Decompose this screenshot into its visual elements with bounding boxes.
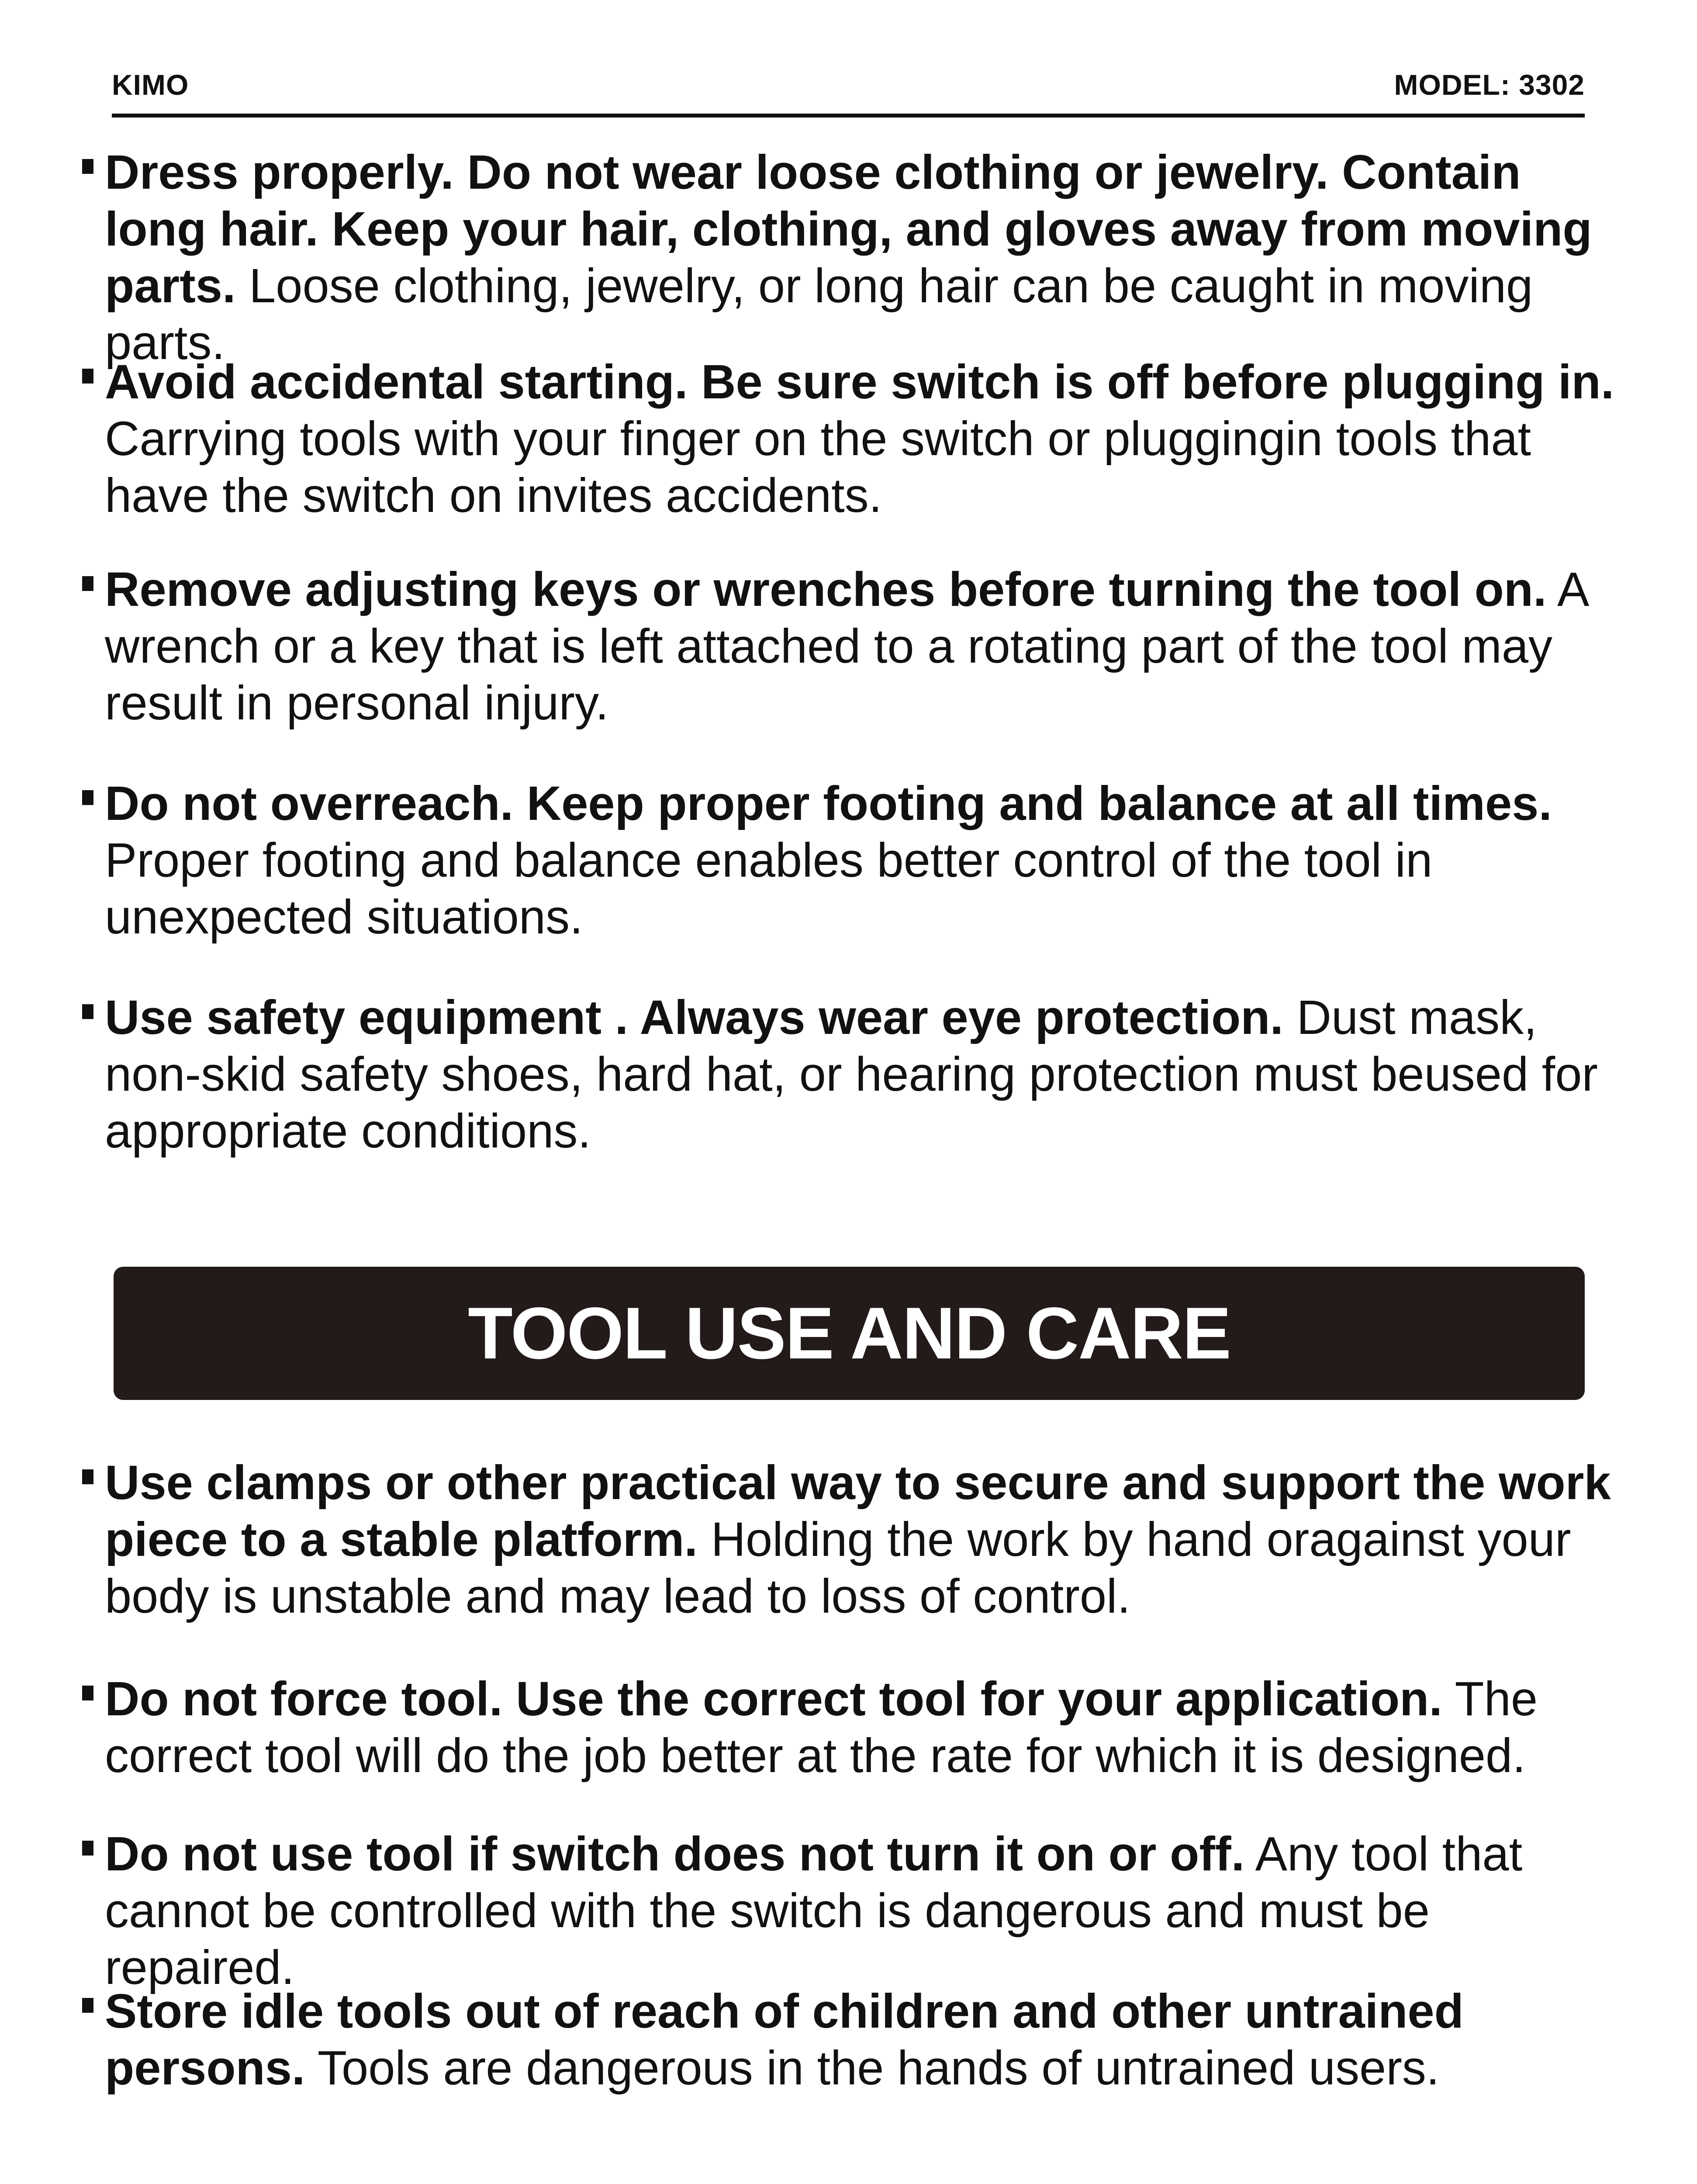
- list-item: [78, 354, 1620, 524]
- list-item-text: [105, 1455, 1620, 1625]
- bullet-icon: [82, 369, 93, 384]
- list-item-body: Tools are dangerous in the hands of untrained users.: [305, 2041, 1440, 2095]
- bullet-icon: [82, 1841, 93, 1856]
- list-item-heading: Store idle tools out of reach of children and other untrained persons.: [105, 1984, 1464, 2095]
- list-item-body: Holding the work by hand oragainst your body is unstable and may lead to loss of control.: [105, 1513, 1571, 1623]
- list-item-heading: Remove adjusting keys or wrenches before turning the tool on.: [105, 563, 1547, 616]
- bullet-icon: [82, 1004, 93, 1019]
- list-item-body: A wrench or a key that is left attached to a rotating part of the tool may result in personal injury.: [105, 563, 1587, 730]
- list-item-text: [105, 144, 1620, 371]
- list-item: [78, 1983, 1620, 2097]
- list-item-text: [105, 1826, 1620, 1996]
- list-item-heading: Use clamps or other practical way to secure and support the work piece to a stable platform.: [105, 1456, 1611, 1566]
- list-item-body: The correct tool will do the job better at the rate for which it is designed.: [105, 1672, 1538, 1783]
- list-item-text: [105, 1671, 1620, 1784]
- list-item-body: Proper footing and balance enables better control of the tool in unexpected situations.: [105, 833, 1433, 944]
- list-item: [78, 1671, 1620, 1784]
- model-number: MODEL: 3302: [1394, 69, 1585, 101]
- list-item-heading: Use safety equipment . Always wear eye protection.: [105, 991, 1283, 1044]
- list-item-heading: Avoid accidental starting. Be sure switch is off before plugging in.: [105, 355, 1614, 409]
- list-item: [78, 989, 1620, 1160]
- list-item: [78, 144, 1620, 371]
- bullet-icon: [82, 1469, 93, 1484]
- list-item-text: [105, 775, 1620, 946]
- bullet-icon: [82, 1686, 93, 1700]
- list-item-text: [105, 1983, 1620, 2097]
- bullet-icon: [82, 1998, 93, 2013]
- list-item-body: Any tool that cannot be controlled with the switch is dangerous and must be repaired.: [105, 1827, 1523, 1994]
- section-title: TOOL USE AND CARE: [468, 1292, 1230, 1374]
- bullet-icon: [82, 790, 93, 805]
- list-item-body: Dust mask, non-skid safety shoes, hard hat, or hearing protection must beused for appropriate conditions.: [105, 991, 1598, 1158]
- list-item-heading: Do not overreach. Keep proper footing and balance at all times.: [105, 777, 1552, 830]
- list-item-heading: Dress properly. Do not wear loose clothing or jewelry. Contain long hair. Keep your hair, clothing, and gloves away from moving parts.: [105, 145, 1592, 313]
- list-item: [78, 561, 1620, 732]
- brand-name: KIMO: [112, 69, 189, 101]
- list-item-text: [105, 989, 1620, 1160]
- list-item-body: Loose clothing, jewelry, or long hair can be caught in moving parts.: [105, 259, 1533, 370]
- list-item-heading: Do not force tool. Use the correct tool for your application.: [105, 1672, 1442, 1726]
- list-item-text: [105, 354, 1620, 524]
- list-item: [78, 1826, 1620, 1996]
- bullet-icon: [82, 576, 93, 591]
- list-item-text: [105, 561, 1620, 732]
- bullet-icon: [82, 159, 93, 174]
- section-banner: [114, 1267, 1585, 1400]
- list-item-body: Carrying tools with your finger on the switch or pluggingin tools that have the switch on invites accidents.: [105, 412, 1531, 522]
- list-item: [78, 1455, 1620, 1625]
- list-item: [78, 775, 1620, 946]
- list-item-heading: Do not use tool if switch does not turn it on or off.: [105, 1827, 1245, 1881]
